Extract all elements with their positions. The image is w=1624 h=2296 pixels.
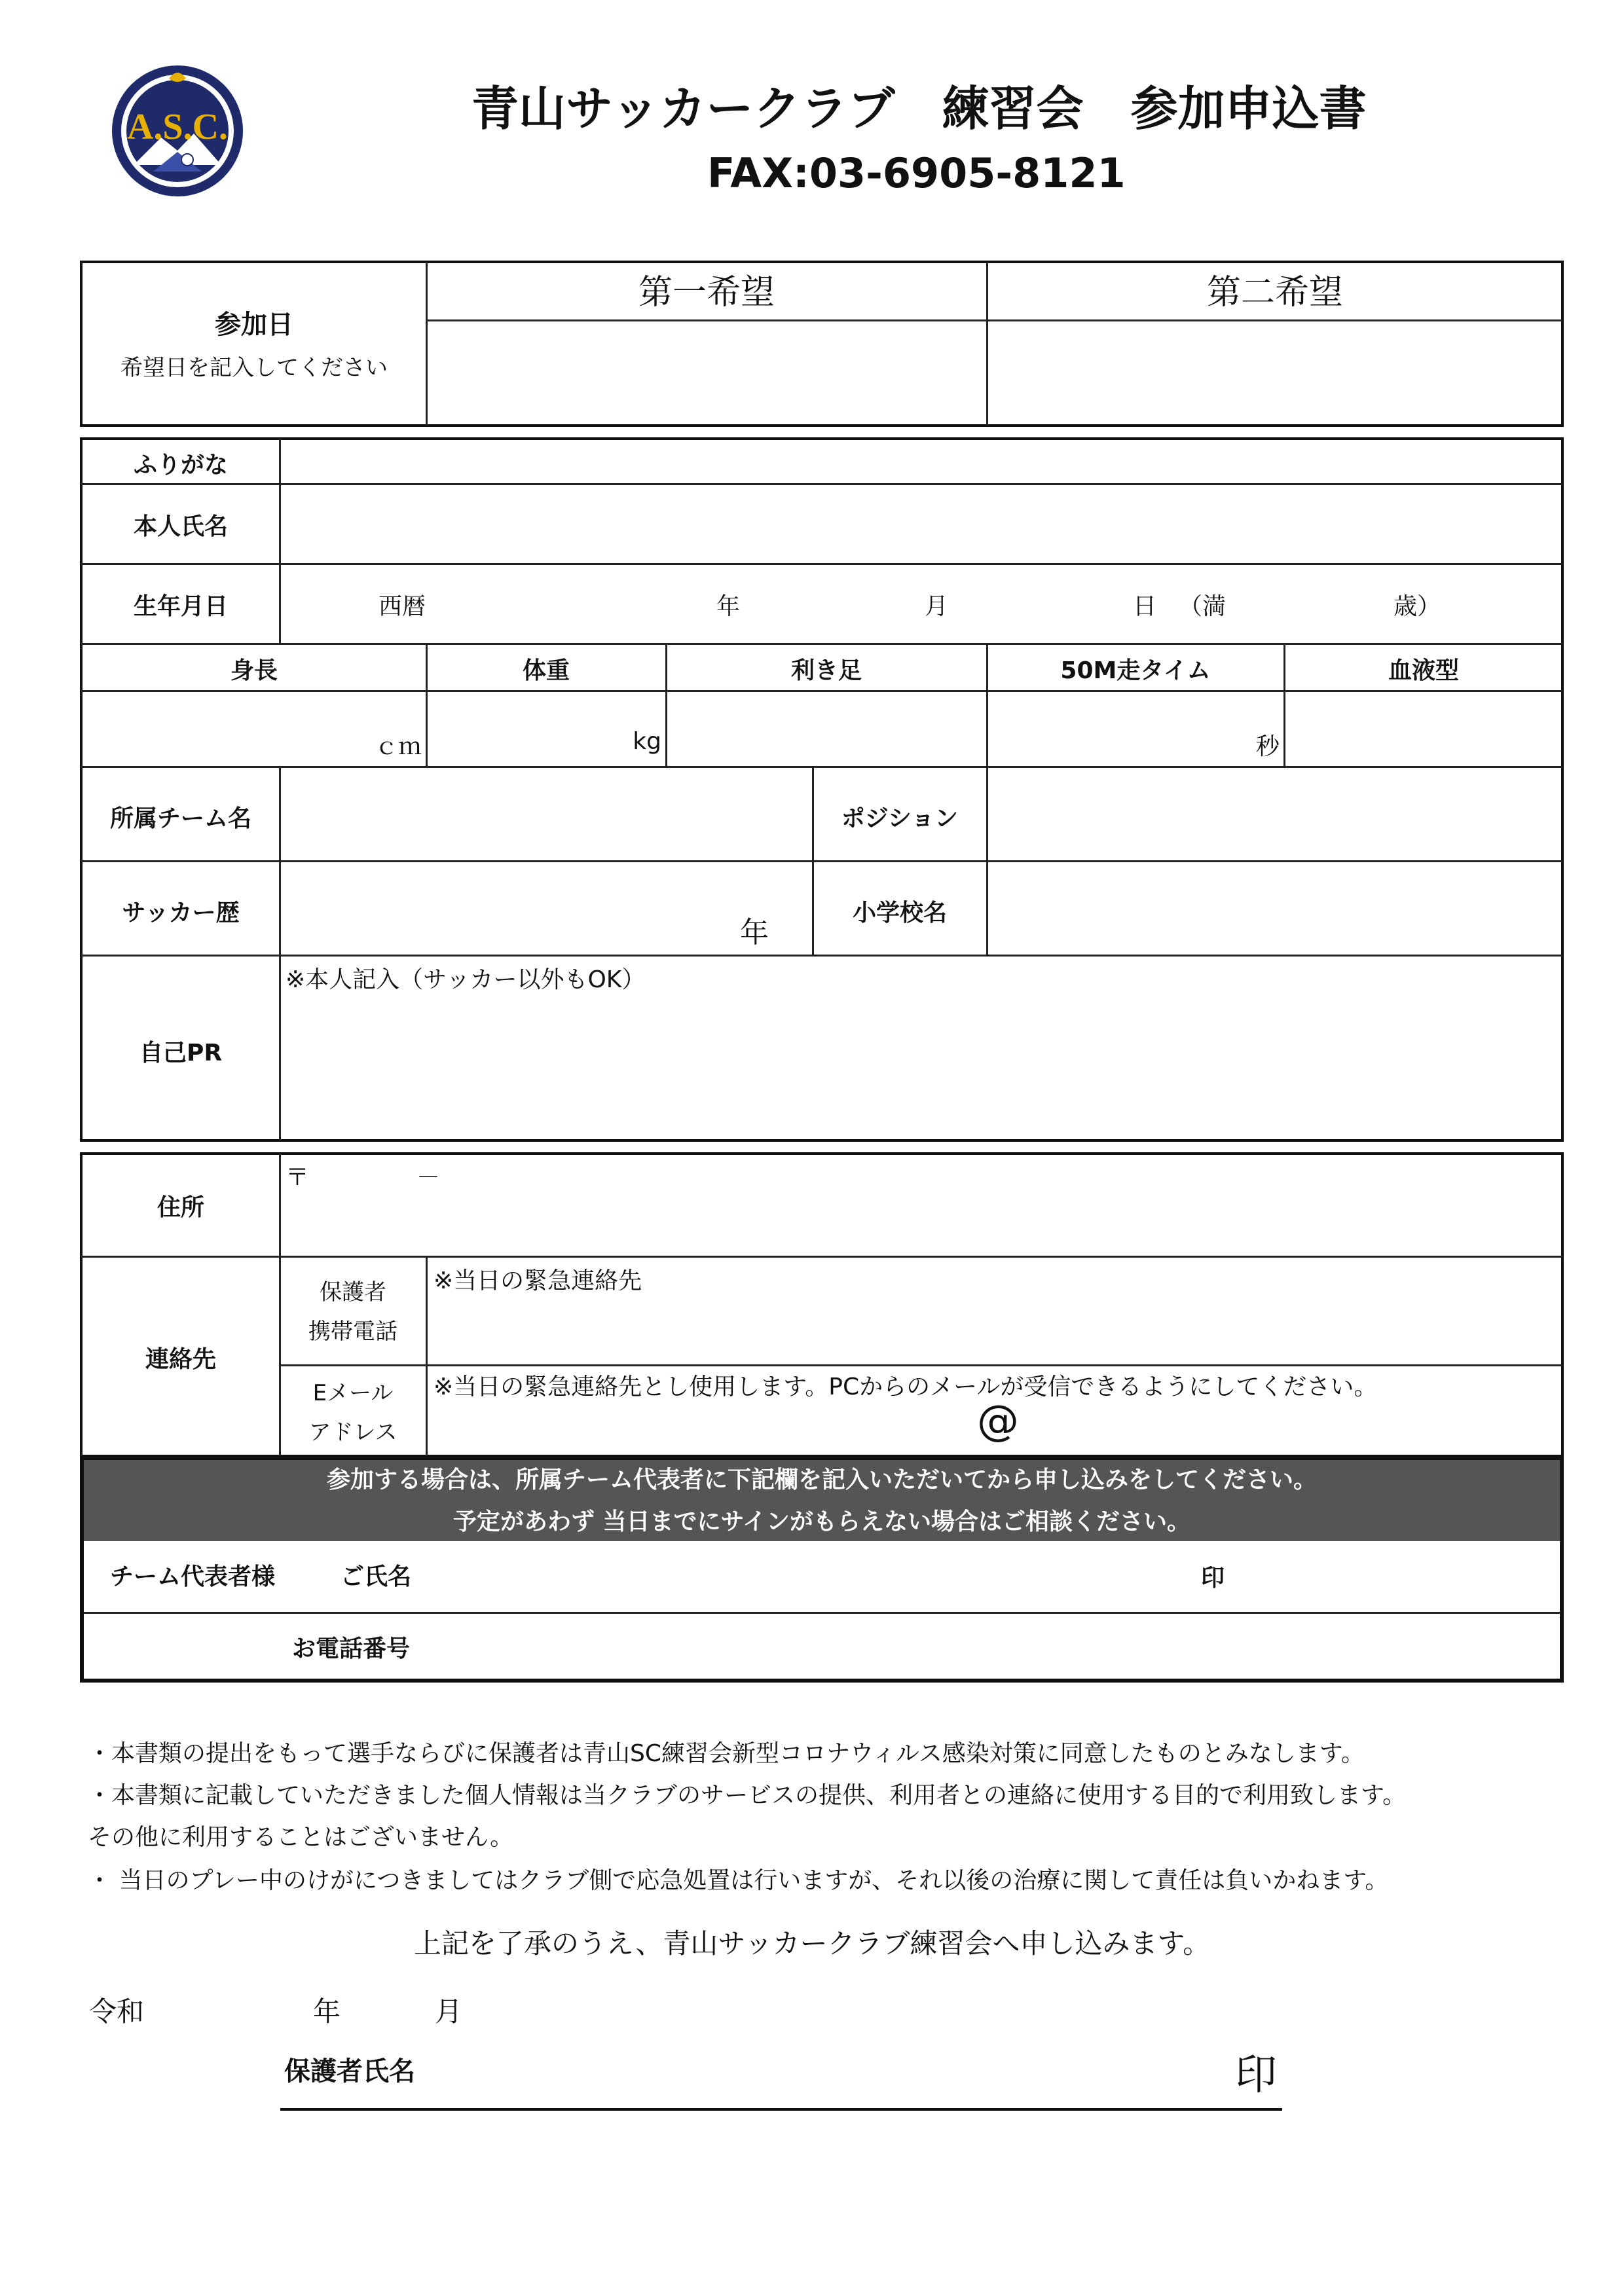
birthday-day: 日 (1133, 593, 1157, 620)
agreement-text: 上記を了承のうえ、青山サッカークラブ練習会へ申し込みます。 (413, 1927, 1211, 1959)
run50-label: 50M走タイム (1060, 657, 1211, 684)
note-line-2: ・本書類に記載していただきました個人情報は当クラブのサービスの提供、利用者との連絡に使用する目的で利用致します。 (88, 1782, 1407, 1809)
weight-unit: kg (633, 728, 661, 755)
contact-label: 連絡先 (145, 1346, 216, 1373)
first-choice-label: 第一希望 (638, 273, 775, 312)
birthday-era: 西暦 (378, 593, 426, 620)
height-unit: ｃｍ (374, 733, 422, 760)
name-label: 本人氏名 (133, 513, 228, 540)
team-input[interactable] (282, 769, 811, 859)
phone-note: ※当日の緊急連絡先 (434, 1267, 642, 1294)
birthday-month: 月 (925, 593, 949, 620)
guardian-name-input[interactable] (445, 2036, 1218, 2102)
signature-era: 令和 (89, 1995, 145, 2028)
fax-number: FAX:03-6905-8121 (707, 149, 1126, 197)
guardian-seal: 印 (1235, 2051, 1277, 2100)
history-label: サッカー歴 (122, 900, 240, 926)
address-label: 住所 (157, 1194, 204, 1221)
email-note: ※当日の緊急連絡先とし使用します。PCからのメールが受信できるようにしてください。 (434, 1374, 1378, 1400)
banner-line-1: 参加する場合は、所属チーム代表者に下記欄を記入いただいてから申し込みをしてください。 (326, 1467, 1317, 1493)
pr-input[interactable] (282, 995, 1561, 1139)
note-line-3: その他に利用することはございません。 (88, 1824, 514, 1851)
history-unit: 年 (740, 916, 769, 949)
date-label: 参加日 (215, 310, 293, 340)
email-input[interactable] (428, 1400, 1561, 1455)
name-input[interactable] (282, 486, 1561, 562)
pr-note: ※本人記入（サッカー以外もOK） (286, 966, 646, 993)
postal-mark: 〒 (286, 1164, 310, 1191)
phone-label-2: 携帯電話 (308, 1319, 397, 1345)
height-label: 身長 (230, 657, 278, 684)
blood-input[interactable] (1286, 693, 1561, 765)
birthday-year: 年 (716, 593, 741, 620)
school-label: 小学校名 (852, 900, 947, 926)
blood-label: 血液型 (1388, 657, 1459, 684)
postal-dash: － (416, 1164, 441, 1191)
team-label: 所属チーム名 (109, 805, 251, 832)
foot-input[interactable] (668, 693, 985, 765)
position-input[interactable] (989, 769, 1561, 859)
club-logo (109, 60, 246, 204)
form-title: 青山サッカークラブ 練習会 参加申込書 (471, 81, 1367, 136)
furigana-input[interactable] (282, 440, 1561, 482)
address-input[interactable] (282, 1155, 1561, 1254)
date-note: 希望日を記入してください (120, 355, 388, 381)
rep-phone-label: お電話番号 (292, 1635, 411, 1662)
run50-unit: 秒 (1255, 733, 1280, 760)
birthday-age-close: 歳） (1393, 593, 1441, 620)
rep-name-label: ご氏名 (341, 1563, 412, 1590)
note-line-4: ・ 当日のプレー中のけがにつきましてはクラブ側で応急処置は行いますが、それ以後の治療に関して責任は負いかねます。 (88, 1867, 1389, 1894)
rep-seal: 印 (1201, 1565, 1225, 1592)
banner-line-2: 予定があわず 当日までにサインがもらえない場合はご相談ください。 (452, 1508, 1190, 1535)
email-label-2: アドレス (308, 1419, 397, 1446)
rep-name-input[interactable] (445, 1545, 1179, 1611)
birthday-age-open: （満 (1179, 593, 1227, 620)
guardian-name-label: 保護者氏名 (284, 2056, 415, 2086)
pr-label: 自己PR (139, 1040, 223, 1066)
birthday-label: 生年月日 (133, 593, 228, 620)
signature-month: 月 (435, 1995, 463, 2028)
signature-line (280, 2108, 1282, 2111)
rep-phone-input[interactable] (445, 1614, 1559, 1679)
rep-label: チーム代表者様 (110, 1563, 276, 1590)
phone-label-1: 保護者 (320, 1279, 386, 1305)
logo-letters: A.S.C. (126, 107, 229, 147)
email-at-sign: @ (977, 1397, 1019, 1446)
position-label: ポジション (841, 805, 959, 832)
furigana-label: ふりがな (133, 452, 228, 479)
weight-label: 体重 (522, 657, 570, 684)
signature-year: 年 (313, 1995, 341, 2028)
history-input[interactable] (282, 863, 811, 953)
note-line-1: ・本書類の提出をもって選手ならびに保護者は青山SC練習会新型コロナウィルス感染対策に同意したものとみなします。 (88, 1740, 1365, 1767)
second-choice-label: 第二希望 (1206, 273, 1343, 312)
school-input[interactable] (989, 863, 1561, 953)
email-label-1: Eメール (312, 1380, 394, 1406)
second-choice-field[interactable] (989, 322, 1561, 424)
foot-label: 利き足 (790, 657, 862, 684)
first-choice-field[interactable] (428, 322, 985, 424)
guardian-phone-input[interactable] (428, 1296, 1561, 1363)
